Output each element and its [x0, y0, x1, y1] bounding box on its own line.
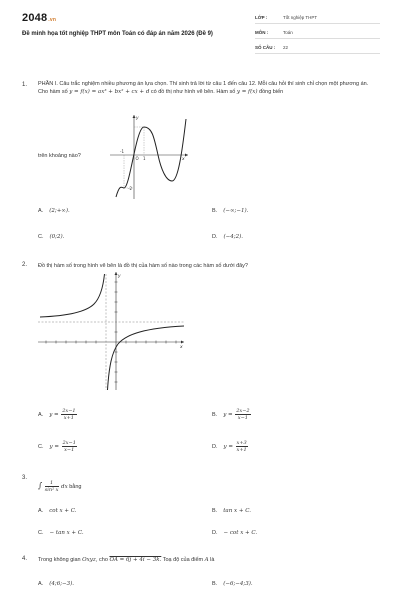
option-label: A.	[38, 411, 44, 418]
option-label: B.	[212, 411, 218, 418]
option-value: (0;2).	[49, 234, 65, 240]
q1-option-b[interactable]	[212, 208, 248, 214]
q1-option-a[interactable]	[38, 208, 70, 214]
option-value: (2;+∞).	[49, 208, 70, 214]
option-value: cot x + C.	[49, 508, 77, 514]
q1-y-label: y	[136, 116, 139, 121]
option-value: (4;6;−3).	[49, 581, 75, 587]
q4-text-c: Toạ độ của điểm	[162, 557, 204, 563]
fraction-numerator: 1	[45, 480, 59, 487]
fraction-denominator: sin² x	[44, 487, 59, 493]
q4-point: A	[204, 557, 209, 563]
meta-class-row	[255, 12, 380, 24]
option-label: A.	[38, 508, 44, 514]
q4-space: Oxyz,	[82, 557, 98, 563]
fraction-denominator: x−1	[64, 447, 75, 453]
meta-count-key: SỐ CÂU :	[255, 45, 276, 50]
q2-option-d[interactable]	[212, 440, 249, 453]
q3-option-d[interactable]	[212, 530, 257, 536]
q4-text	[38, 556, 214, 564]
q1-cubic-curve	[116, 119, 186, 197]
q3-dx: dx	[61, 483, 68, 490]
option-label: A.	[38, 581, 44, 587]
option-label: B.	[212, 581, 218, 587]
q1-option-c[interactable]	[38, 234, 64, 240]
option-lhs: y =	[49, 411, 59, 418]
q2-left-branch	[40, 274, 105, 317]
option-value: tan x + C.	[223, 508, 251, 514]
fraction-denominator: x+1	[236, 447, 247, 453]
meta-class-key: LỚP :	[255, 15, 268, 20]
option-fraction	[235, 408, 250, 421]
q3-option-b[interactable]	[212, 508, 251, 514]
q4-text-a: Trong không gian	[38, 557, 81, 563]
option-label: B.	[212, 508, 218, 514]
q1-stmt-c: đồng biến	[259, 89, 284, 95]
q4-vector: OA = 6j + 4i − 3k.	[109, 557, 162, 563]
option-label: A.	[38, 208, 44, 214]
q3-option-c[interactable]	[38, 530, 84, 536]
q3-label: bằng	[69, 483, 82, 490]
q1-minus1-label: -1	[120, 149, 124, 154]
q1-option-d[interactable]	[212, 234, 243, 240]
meta-subject-key: MÔN :	[255, 30, 269, 35]
q1-statement	[38, 88, 383, 96]
q2-hyperbola-graph	[36, 270, 186, 392]
option-fraction	[61, 408, 76, 421]
q1-question: trên khoảng nào?	[38, 153, 81, 159]
meta-class-value: Tốt nghiệp THPT	[283, 15, 318, 20]
q1-cubic-graph	[108, 113, 190, 201]
option-label: C.	[38, 530, 44, 536]
option-label: D.	[212, 530, 218, 536]
q1-number: 1.	[22, 82, 28, 88]
option-value: − cot x + C.	[223, 530, 258, 536]
q3-number: 3.	[22, 475, 28, 481]
option-label: C.	[38, 234, 44, 240]
meta-count-value: 22	[283, 45, 289, 50]
q4-option-a[interactable]	[38, 581, 74, 587]
q1-intro: PHẦN I. Câu trắc nghiệm nhiều phương án lựa chọn. Thí sinh trả lời từ câu 1 đến câu 12. Mỗi câu hỏi thí sinh chỉ chọn một phương án.	[38, 81, 369, 87]
option-lhs: y =	[223, 411, 233, 418]
q4-text-d: là	[210, 557, 215, 563]
page-title: Đề minh họa tốt nghiệp THPT môn Toán có đáp án năm 2026 (Đề 9)	[22, 31, 213, 37]
logo-text: 2048	[22, 12, 48, 24]
q1-text	[38, 80, 383, 96]
q4-text-b: cho	[99, 557, 108, 563]
logo-suffix: .vn	[48, 17, 57, 23]
q1-minus2-label: -2	[128, 186, 132, 191]
option-lhs: y =	[49, 443, 59, 450]
option-label: B.	[212, 208, 218, 214]
fraction-numerator: 2x−2	[236, 408, 250, 414]
fraction-numerator: x+3	[236, 440, 247, 446]
option-fraction	[236, 440, 248, 453]
option-lhs: y =	[223, 443, 233, 450]
q2-option-b[interactable]	[212, 408, 252, 421]
integral-sign: ∫	[38, 480, 43, 490]
meta-subject-value: Toán	[283, 30, 293, 35]
q1-plus1-label: 1	[143, 156, 146, 161]
q2-x-arrow	[181, 341, 184, 344]
fraction-numerator: 2x−1	[62, 440, 76, 446]
option-value: (−4;2).	[223, 234, 243, 240]
q1-formula: y = f(x) = ax³ + bx² + cx + d	[69, 89, 150, 95]
q1-stmt-a: Cho hàm số	[38, 89, 68, 95]
option-value: − tan x + C.	[49, 530, 84, 536]
q1-x-label: x	[182, 157, 185, 162]
q2-option-a[interactable]	[38, 408, 78, 421]
meta-count-row	[255, 42, 380, 54]
option-label: D.	[212, 443, 218, 450]
q1-origin-label: O	[135, 156, 139, 161]
option-label: D.	[212, 234, 218, 240]
meta-subject-row	[255, 27, 380, 39]
q4-option-b[interactable]	[212, 581, 253, 587]
site-logo[interactable]	[22, 12, 56, 24]
q3-fraction	[45, 480, 59, 493]
q4-number: 4.	[22, 556, 28, 562]
q2-x-label: x	[180, 345, 183, 350]
q1-stmt-b: có đồ thị như hình vẽ bên. Hàm số	[150, 89, 236, 95]
option-label: C.	[38, 443, 44, 450]
option-value: (−6;−4;3).	[223, 581, 253, 587]
fraction-numerator: 2x−1	[62, 408, 76, 414]
fraction-denominator: x+1	[63, 415, 74, 421]
q1-x-arrow	[185, 154, 188, 157]
q2-number: 2.	[22, 262, 28, 268]
option-value: (−∞;−1).	[223, 208, 249, 214]
q2-y-label: y	[118, 274, 121, 279]
q3-option-a[interactable]	[38, 508, 77, 514]
q2-right-branch	[108, 326, 185, 390]
fraction-denominator: x−1	[237, 415, 248, 421]
q2-option-c[interactable]	[38, 440, 78, 453]
q2-text: Đồ thị hàm số trong hình vẽ bên là đồ thị của hàm số nào trong các hàm số dưới đây?	[38, 263, 248, 269]
option-fraction	[62, 440, 77, 453]
q1-fx: y = f(x)	[236, 89, 258, 95]
q3-text	[38, 480, 81, 493]
